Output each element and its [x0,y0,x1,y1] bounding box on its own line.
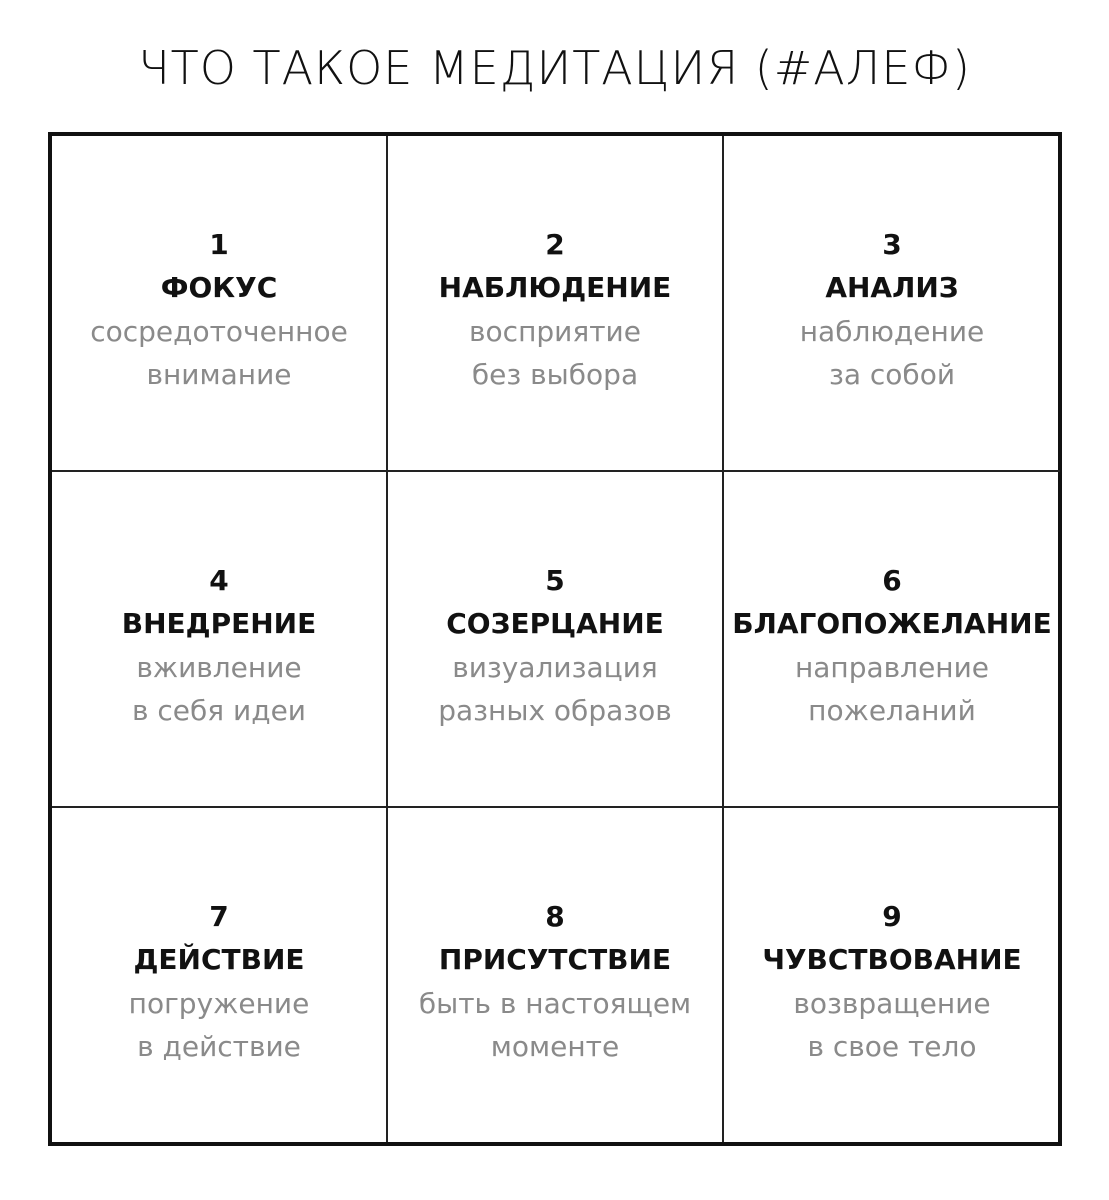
cell-number: 9 [882,900,902,933]
grid-cell-analysis [724,136,1060,472]
cell-description-line-1: вживление [136,651,302,684]
cell-name: СОЗЕРЦАНИЕ [446,607,664,640]
cell-description-line-2: разных образов [438,694,672,727]
cell-description-line-2: пожеланий [808,694,976,727]
cell-number: 8 [545,900,565,933]
cell-description-line-1: быть в настоящем [418,987,692,1020]
grid-cell-presence [388,808,724,1142]
meditation-types-grid [48,132,1062,1146]
cell-description-line-1: возвращение [793,987,991,1020]
grid-cell-action [52,808,388,1142]
cell-number: 5 [545,564,565,597]
grid-cell-well-wishing [724,472,1060,808]
cell-description-line-2: в действие [137,1030,301,1063]
cell-description-line-1: наблюдение [799,315,985,348]
cell-description-line-2: в свое тело [807,1030,977,1063]
cell-name: ПРИСУТСТВИЕ [438,943,672,976]
cell-description-line-1: погружение [128,987,310,1020]
grid-cell-focus [52,136,388,472]
cell-description-line-1: сосредоточенное [90,315,348,348]
grid-cell-implementation [52,472,388,808]
cell-description-line-1: визуализация [452,651,658,684]
cell-name: АНАЛИЗ [825,271,959,304]
cell-description-line-2: без выбора [471,358,639,391]
cell-number: 6 [882,564,902,597]
cell-name: ЧУВСТВОВАНИЕ [762,943,1022,976]
cell-description-line-2: за собой [828,358,956,391]
cell-number: 7 [209,900,229,933]
cell-description-line-2: в себя идеи [131,694,306,727]
cell-number: 3 [882,228,902,261]
cell-name: НАБЛЮДЕНИЕ [438,271,672,304]
grid-cell-contemplation [388,472,724,808]
page-title: ЧТО ТАКОЕ МЕДИТАЦИЯ (#АЛЕФ) [138,41,971,95]
grid-cell-feeling [724,808,1060,1142]
cell-number: 2 [545,228,565,261]
cell-description-line-2: моменте [490,1030,620,1063]
cell-description-line-2: внимание [146,358,292,391]
grid-cell-observation [388,136,724,472]
cell-name: БЛАГОПОЖЕЛАНИЕ [732,607,1052,640]
cell-description-line-1: направление [794,651,990,684]
cell-description-line-1: восприятие [469,315,641,348]
cell-name: ДЕЙСТВИЕ [133,943,305,976]
cell-number: 4 [209,564,229,597]
cell-name: ФОКУС [160,271,278,304]
cell-name: ВНЕДРЕНИЕ [121,607,317,640]
cell-number: 1 [209,228,229,261]
